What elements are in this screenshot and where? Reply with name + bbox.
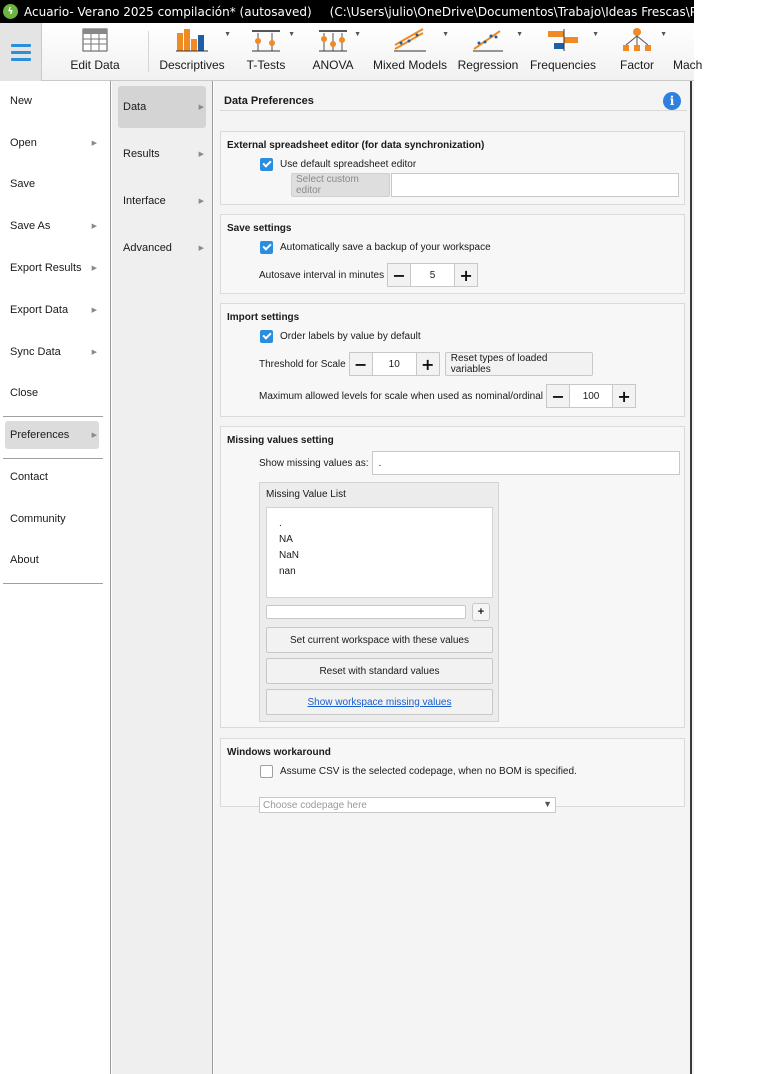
- autosave-interval-row: [259, 263, 478, 287]
- tab-results[interactable]: Results ▶: [123, 148, 204, 160]
- max-levels-row: [259, 384, 636, 408]
- section-title: Import settings: [227, 312, 300, 323]
- chevron-right-icon: ▶: [91, 265, 97, 272]
- chevron-right-icon: ▶: [198, 104, 204, 111]
- menu-item-save[interactable]: Save: [10, 178, 36, 190]
- file-menu: [0, 81, 111, 1074]
- set-current-workspace-button[interactable]: Set current workspace with these values: [266, 627, 493, 653]
- threshold-row: [259, 352, 593, 376]
- list-item[interactable]: .: [279, 518, 282, 529]
- auto-backup-checkbox[interactable]: Automatically save a backup of your workspace: [260, 241, 491, 254]
- ribbon-machine-learning-button[interactable]: Mach: [673, 23, 703, 80]
- import-settings-section: [220, 303, 685, 417]
- menu-divider: [3, 458, 103, 459]
- checkbox-checked-icon: [260, 330, 273, 343]
- chevron-right-icon: ▶: [91, 223, 97, 230]
- chevron-right-icon: ▶: [91, 432, 97, 439]
- section-title: External spreadsheet editor (for data synchronization): [227, 140, 485, 151]
- use-default-editor-checkbox[interactable]: Use default spreadsheet editor: [260, 158, 416, 171]
- chevron-right-icon: ▶: [198, 198, 204, 205]
- max-levels-value[interactable]: 100: [570, 384, 612, 408]
- regression-icon: [472, 25, 504, 53]
- show-missing-label: Show missing values as:: [259, 457, 369, 469]
- save-settings-section: [220, 214, 685, 294]
- preferences-submenu: [112, 81, 213, 1074]
- chevron-down-icon: ▼: [543, 799, 552, 809]
- menu-item-sync-data[interactable]: Sync Data ▶: [10, 346, 97, 358]
- frequencies-icon: [546, 25, 580, 53]
- panel-header: [220, 89, 687, 111]
- autosave-interval-label: Autosave interval in minutes: [259, 269, 385, 281]
- window-title: Acuario- Verano 2025 compilación* (autosaved): [24, 4, 312, 19]
- descriptives-icon: [175, 25, 209, 53]
- list-item[interactable]: NA: [279, 534, 293, 545]
- decrement-button[interactable]: −: [349, 352, 373, 376]
- tab-interface[interactable]: Interface ▶: [123, 195, 204, 207]
- list-item[interactable]: NaN: [279, 550, 300, 561]
- machine-learning-icon: [673, 25, 701, 53]
- missing-value-list-panel: [259, 482, 499, 722]
- show-missing-as-field[interactable]: .: [372, 451, 680, 475]
- checkbox-unchecked-icon: [260, 765, 273, 778]
- codepage-select[interactable]: Choose codepage here ▼: [259, 797, 556, 813]
- menu-item-close[interactable]: Close: [10, 387, 39, 399]
- title-bar: [0, 0, 781, 23]
- decrement-button[interactable]: −: [387, 263, 411, 287]
- reset-standard-values-button[interactable]: Reset with standard values: [266, 658, 493, 684]
- list-item[interactable]: nan: [279, 566, 296, 577]
- menu-item-save-as[interactable]: Save As ▶: [10, 220, 97, 232]
- assume-csv-checkbox[interactable]: Assume CSV is the selected codepage, when no BOM is specified.: [260, 765, 577, 778]
- threshold-stepper: [349, 352, 440, 376]
- windows-workaround-section: [220, 738, 685, 811]
- menu-item-contact[interactable]: Contact: [10, 471, 48, 483]
- edit-data-icon: [82, 25, 108, 53]
- show-workspace-missing-values-link[interactable]: Show workspace missing values: [266, 689, 493, 715]
- decrement-button[interactable]: −: [546, 384, 570, 408]
- autosave-interval-stepper: [387, 263, 478, 287]
- missing-value-list[interactable]: [266, 507, 493, 598]
- plus-icon: +: [477, 606, 485, 618]
- increment-button[interactable]: +: [612, 384, 636, 408]
- chevron-right-icon: ▶: [198, 151, 204, 158]
- section-title: Missing values setting: [227, 435, 334, 446]
- chevron-right-icon: ▶: [91, 349, 97, 356]
- order-labels-checkbox[interactable]: Order labels by value by default: [260, 330, 421, 343]
- section-title: Windows workaround: [227, 747, 331, 758]
- ribbon-descriptives-button[interactable]: ▼ Descriptives: [149, 23, 235, 80]
- section-title: Save settings: [227, 223, 292, 234]
- reset-types-button[interactable]: Reset types of loaded variables: [445, 352, 593, 376]
- new-missing-value-input[interactable]: [266, 605, 466, 619]
- add-missing-value-button[interactable]: [472, 603, 490, 621]
- chevron-right-icon: ▶: [91, 140, 97, 147]
- ribbon-regression-button[interactable]: ▼ Regression: [451, 23, 525, 80]
- factor-icon: [621, 25, 653, 53]
- menu-item-open[interactable]: Open ▶: [10, 137, 97, 149]
- missing-value-list-title: Missing Value List: [266, 489, 346, 500]
- max-levels-stepper: [546, 384, 636, 408]
- chevron-right-icon: ▶: [198, 245, 204, 252]
- tab-advanced[interactable]: Advanced ▶: [123, 242, 204, 254]
- custom-editor-path-field[interactable]: [391, 173, 679, 197]
- increment-button[interactable]: +: [416, 352, 440, 376]
- ribbon-frequencies-button[interactable]: ▼ Frequencies: [525, 23, 601, 80]
- menu-item-about[interactable]: About: [10, 554, 39, 566]
- mixed-models-icon: [393, 25, 427, 53]
- threshold-label: Threshold for Scale: [259, 358, 346, 370]
- menu-divider: [3, 416, 103, 417]
- checkbox-checked-icon: [260, 158, 273, 171]
- menu-item-community[interactable]: Community: [10, 513, 66, 525]
- menu-item-export-data[interactable]: Export Data ▶: [10, 304, 97, 316]
- ribbon-anova-button[interactable]: ▼ ANOVA: [297, 23, 369, 80]
- ribbon-toolbar: [0, 23, 703, 81]
- app-logo-icon: ϟ: [3, 4, 18, 19]
- t-tests-icon: [250, 25, 282, 53]
- info-icon[interactable]: i: [663, 92, 681, 110]
- missing-values-section: [220, 426, 685, 728]
- window-file-path: (C:\Users\julio\OneDrive\Documentos\Trabajo\Ideas Frescas\Proyectos\Gran: [329, 4, 781, 19]
- window-edge: [690, 81, 692, 1074]
- increment-button[interactable]: +: [454, 263, 478, 287]
- external-editor-section: [220, 131, 685, 205]
- checkbox-checked-icon: [260, 241, 273, 254]
- chevron-right-icon: ▶: [91, 307, 97, 314]
- hamburger-icon: [11, 44, 31, 47]
- anova-icon: [317, 25, 349, 53]
- page-title: Data Preferences: [224, 95, 314, 107]
- tab-data[interactable]: Data ▶: [118, 86, 206, 128]
- menu-divider: [3, 583, 103, 584]
- select-custom-editor-button[interactable]: Select custom editor: [291, 173, 390, 197]
- ribbon-t-tests-button[interactable]: ▼ T-Tests: [235, 23, 297, 80]
- ribbon-edit-data-button[interactable]: Edit Data: [42, 23, 148, 80]
- hamburger-menu-button[interactable]: [0, 23, 42, 81]
- menu-item-preferences[interactable]: Preferences ▶: [5, 421, 99, 449]
- ribbon-factor-button[interactable]: ▼ Factor: [601, 23, 673, 80]
- menu-item-new[interactable]: New: [10, 95, 33, 107]
- data-preferences-panel: [214, 81, 694, 1074]
- menu-item-export-results[interactable]: Export Results ▶: [10, 262, 97, 274]
- autosave-interval-value[interactable]: 5: [411, 263, 454, 287]
- threshold-value[interactable]: 10: [373, 352, 416, 376]
- show-missing-row: [259, 451, 680, 475]
- max-levels-label: Maximum allowed levels for scale when used as nominal/ordinal: [259, 390, 544, 402]
- ribbon-mixed-models-button[interactable]: ▼ Mixed Models: [369, 23, 451, 80]
